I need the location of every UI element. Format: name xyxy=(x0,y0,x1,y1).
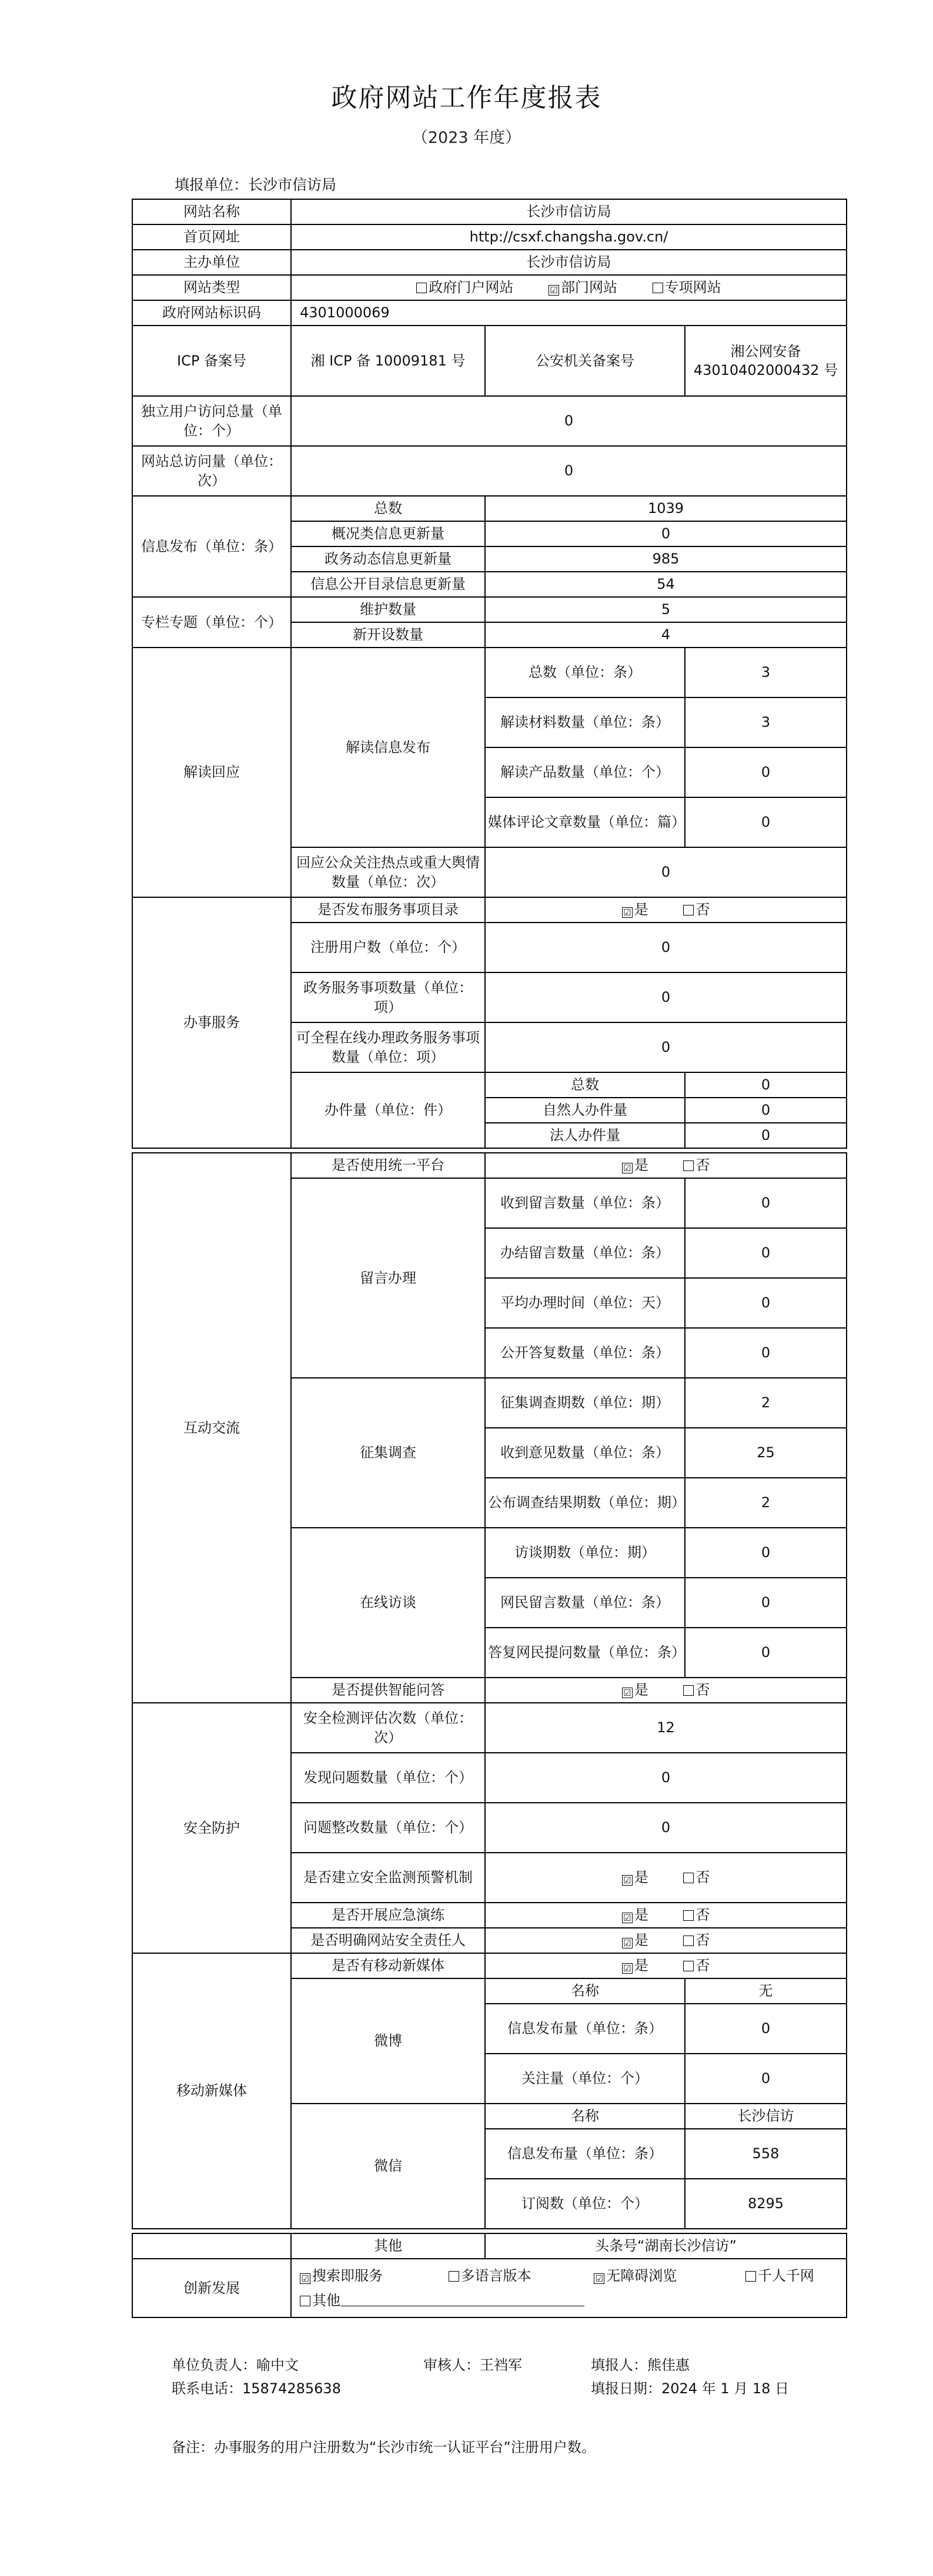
other-empty-cell xyxy=(132,2233,291,2259)
other-media-value: 头条号“湖南长沙信访” xyxy=(485,2233,847,2259)
info-overview-value: 0 xyxy=(485,521,847,546)
no-label: 否 xyxy=(695,1869,710,1886)
info-total-value: 1039 xyxy=(485,496,847,521)
info-overview-label: 概况类信息更新量 xyxy=(291,521,485,546)
filler-person: 填报人：熊佳惠 xyxy=(591,2357,690,2373)
yes-label: 是 xyxy=(634,1957,648,1974)
column-section-label: 专栏专题（单位：个） xyxy=(132,597,291,648)
yes-label: 是 xyxy=(634,1907,648,1924)
interpret-response-label: 回应公众关注热点或重大舆情数量（单位：次） xyxy=(291,847,485,897)
site-type-options xyxy=(291,275,847,300)
interpret-total-label: 总数（单位：条） xyxy=(485,648,685,697)
site-id-row xyxy=(132,300,847,326)
warn-yes-checked-icon[interactable]: ☑ xyxy=(622,1875,633,1886)
platform-row xyxy=(132,1153,847,1178)
option-search-service: 搜索即服务 xyxy=(312,2268,383,2284)
option-other: 其他 xyxy=(312,2292,340,2309)
checkbox-dept-site-checked-icon[interactable]: ☑ xyxy=(549,285,559,296)
warn-no-checkbox[interactable] xyxy=(683,1873,694,1883)
site-name-row xyxy=(132,199,847,224)
contact-phone: 联系电话：15874285638 xyxy=(172,2380,341,2397)
ai-options xyxy=(485,1678,847,1703)
platform-options xyxy=(485,1153,847,1178)
option-accessibility: 无障碍浏览 xyxy=(606,2268,677,2284)
talk-a-label: 答复网民提问数量（单位：条） xyxy=(485,1628,685,1678)
weibo-fans-label: 关注量（单位：个） xyxy=(485,2054,685,2104)
homepage-label: 首页网址 xyxy=(132,224,291,250)
interpret-product-label: 解读产品数量（单位：个） xyxy=(485,747,685,797)
msg-recv-value: 0 xyxy=(685,1178,847,1228)
survey-res-value: 2 xyxy=(685,1478,847,1528)
sec-drill-label: 是否开展应急演练 xyxy=(291,1903,485,1928)
weibo-pub-value: 0 xyxy=(685,2004,847,2054)
interpret-response-value: 0 xyxy=(485,847,847,897)
pv-label: 网站总访问量（单位：次） xyxy=(132,446,291,496)
info-open-label: 信息公开目录信息更新量 xyxy=(291,572,485,597)
service-catalog-yes-checked-icon[interactable]: ☑ xyxy=(622,907,633,918)
service-catalog-row xyxy=(132,897,847,923)
survey-n-value: 2 xyxy=(685,1378,847,1428)
resp-no-checkbox[interactable] xyxy=(683,1936,694,1946)
service-catalog-options xyxy=(485,897,847,923)
talk-section-label: 在线访谈 xyxy=(291,1528,485,1678)
mobile-has-options xyxy=(485,1953,847,1978)
platform-no-checkbox[interactable] xyxy=(683,1160,694,1171)
column-maintain-row xyxy=(132,597,847,622)
annual-report-table xyxy=(132,199,847,2318)
host-row xyxy=(132,250,847,275)
police-value: 湘公网安备 43010402000432 号 xyxy=(685,326,847,396)
no-label: 否 xyxy=(695,901,710,918)
sec-warn-label: 是否建立安全监测预警机制 xyxy=(291,1853,485,1903)
service-natural-value: 0 xyxy=(685,1098,847,1123)
talk-q-label: 网民留言数量（单位：条） xyxy=(485,1578,685,1628)
interpret-section-label: 解读回应 xyxy=(132,648,291,897)
wechat-name-label: 名称 xyxy=(485,2104,685,2129)
no-label: 否 xyxy=(695,1932,710,1949)
wechat-name-value: 长沙信访 xyxy=(685,2104,847,2129)
service-catalog-label: 是否发布服务事项目录 xyxy=(291,897,485,923)
service-cases-label: 办件量（单位：件） xyxy=(291,1072,485,1148)
weibo-name-value: 无 xyxy=(685,1978,847,2004)
option-topic-site: 专项网站 xyxy=(664,279,721,296)
info-open-value: 54 xyxy=(485,572,847,597)
sec-fixed-label: 问题整改数量（单位：个） xyxy=(291,1803,485,1853)
service-cases-total-value: 0 xyxy=(685,1072,847,1098)
innovation-row xyxy=(132,2259,847,2317)
msg-pub-label: 公开答复数量（单位：条） xyxy=(485,1328,685,1378)
survey-op-value: 25 xyxy=(685,1428,847,1478)
other-innovation-checkbox[interactable] xyxy=(300,2296,310,2306)
info-total-row xyxy=(132,496,847,521)
column-maintain-label: 维护数量 xyxy=(291,597,485,622)
site-name-value: 长沙市信访局 xyxy=(291,199,847,224)
mobile-has-row xyxy=(132,1953,847,1978)
survey-n-label: 征集调查期数（单位：期） xyxy=(485,1378,685,1428)
interpret-material-label: 解读材料数量（单位：条） xyxy=(485,697,685,747)
other-blank-line[interactable] xyxy=(340,2293,584,2306)
service-items-label: 政务服务事项数量（单位：项） xyxy=(291,972,485,1022)
uv-row xyxy=(132,396,847,446)
uv-value: 0 xyxy=(291,396,847,446)
sec-fixed-value: 0 xyxy=(485,1803,847,1853)
sec-resp-label: 是否明确网站安全责任人 xyxy=(291,1928,485,1953)
ai-no-checkbox[interactable] xyxy=(683,1685,694,1696)
site-type-row xyxy=(132,275,847,300)
resp-yes-checked-icon[interactable]: ☑ xyxy=(622,1938,633,1948)
platform-yes-checked-icon[interactable]: ☑ xyxy=(622,1163,633,1173)
checkbox-topic-site[interactable] xyxy=(653,283,663,293)
column-new-value: 4 xyxy=(485,622,847,648)
msg-section-label: 留言办理 xyxy=(291,1178,485,1378)
service-section-label: 办事服务 xyxy=(132,897,291,1148)
innovation-section-label: 创新发展 xyxy=(132,2259,291,2317)
multi-language-checkbox[interactable] xyxy=(449,2271,459,2282)
accessibility-checked-icon[interactable]: ☑ xyxy=(594,2273,604,2284)
search-service-checked-icon[interactable]: ☑ xyxy=(300,2273,310,2284)
report-title: 政府网站工作年度报表 xyxy=(331,83,602,113)
personalized-checkbox[interactable] xyxy=(745,2271,756,2282)
yes-label: 是 xyxy=(634,1869,648,1886)
talk-q-value: 0 xyxy=(685,1578,847,1628)
no-label: 否 xyxy=(695,1957,710,1974)
section-gap xyxy=(132,1148,847,1153)
interpret-media-label: 媒体评论文章数量（单位：篇） xyxy=(485,797,685,847)
innovation-options xyxy=(291,2259,847,2317)
interpret-total-value: 3 xyxy=(685,648,847,697)
ai-label: 是否提供智能问答 xyxy=(291,1678,485,1703)
weibo-pub-label: 信息发布量（单位：条） xyxy=(485,2004,685,2054)
talk-a-value: 0 xyxy=(685,1628,847,1678)
checkbox-gov-portal[interactable] xyxy=(416,283,427,293)
option-dept-site: 部门网站 xyxy=(561,279,617,296)
weibo-label: 微博 xyxy=(291,1978,485,2104)
sec-found-value: 0 xyxy=(485,1753,847,1803)
drill-no-checkbox[interactable] xyxy=(683,1910,694,1921)
info-dynamic-label: 政务动态信息更新量 xyxy=(291,546,485,572)
msg-time-value: 0 xyxy=(685,1278,847,1328)
interpret-material-value: 3 xyxy=(685,697,847,747)
icp-value: 湘 ICP 备 10009181 号 xyxy=(291,326,485,396)
no-label: 否 xyxy=(695,1682,710,1699)
service-catalog-no-checkbox[interactable] xyxy=(683,905,694,915)
service-online-value: 0 xyxy=(485,1022,847,1072)
service-users-label: 注册用户数（单位：个） xyxy=(291,923,485,972)
option-gov-portal: 政府门户网站 xyxy=(429,279,514,296)
info-dynamic-value: 985 xyxy=(485,546,847,572)
site-name-label: 网站名称 xyxy=(132,199,291,224)
service-online-label: 可全程在线办理政务服务事项数量（单位：项） xyxy=(291,1022,485,1072)
wechat-pub-label: 信息发布量（单位：条） xyxy=(485,2129,685,2179)
police-label: 公安机关备案号 xyxy=(485,326,685,396)
yes-label: 是 xyxy=(634,901,648,918)
interpret-media-value: 0 xyxy=(685,797,847,847)
fill-date: 填报日期：2024 年 1 月 18 日 xyxy=(591,2380,790,2397)
uv-label: 独立用户访问总量（单位：个） xyxy=(132,396,291,446)
site-id-value: 4301000069 xyxy=(291,300,847,326)
service-items-value: 0 xyxy=(485,972,847,1022)
other-media-row xyxy=(132,2233,847,2259)
survey-op-label: 收到意见数量（单位：条） xyxy=(485,1428,685,1478)
sec-eval-value: 12 xyxy=(485,1703,847,1753)
msg-done-label: 办结留言数量（单位：条） xyxy=(485,1228,685,1278)
survey-section-label: 征集调查 xyxy=(291,1378,485,1528)
msg-done-value: 0 xyxy=(685,1228,847,1278)
sec-warn-options xyxy=(485,1853,847,1903)
service-natural-label: 自然人办件量 xyxy=(485,1098,685,1123)
yes-label: 是 xyxy=(634,1157,648,1174)
survey-res-label: 公布调查结果期数（单位：期） xyxy=(485,1478,685,1528)
no-label: 否 xyxy=(695,1907,710,1924)
other-media-label: 其他 xyxy=(291,2233,485,2259)
msg-recv-label: 收到留言数量（单位：条） xyxy=(485,1178,685,1228)
service-users-value: 0 xyxy=(485,923,847,972)
mobile-no-checkbox[interactable] xyxy=(683,1961,694,1971)
icp-label: ICP 备案号 xyxy=(132,326,291,396)
talk-n-value: 0 xyxy=(685,1528,847,1578)
homepage-row xyxy=(132,224,847,250)
mobile-has-label: 是否有移动新媒体 xyxy=(291,1953,485,1978)
sec-eval-row xyxy=(132,1703,847,1753)
yes-label: 是 xyxy=(634,1682,648,1699)
footnote: 备注：办事服务的用户注册数为“长沙市统一认证平台”注册用户数。 xyxy=(172,2439,596,2456)
icp-row xyxy=(132,326,847,396)
interpret-product-value: 0 xyxy=(685,747,847,797)
no-label: 否 xyxy=(695,1157,710,1174)
reviewer: 审核人：王裆军 xyxy=(423,2357,522,2373)
platform-label: 是否使用统一平台 xyxy=(291,1153,485,1178)
weibo-name-label: 名称 xyxy=(485,1978,685,2004)
homepage-url[interactable]: http://csxf.changsha.gov.cn/ xyxy=(291,224,847,250)
unit-leader: 单位负责人：喻中文 xyxy=(172,2357,299,2373)
sec-resp-options xyxy=(485,1928,847,1953)
service-legal-value: 0 xyxy=(685,1123,847,1148)
sec-eval-label: 安全检测评估次数（单位：次） xyxy=(291,1703,485,1753)
site-id-label: 政府网站标识码 xyxy=(132,300,291,326)
info-total-label: 总数 xyxy=(291,496,485,521)
pv-value: 0 xyxy=(291,446,847,496)
column-maintain-value: 5 xyxy=(485,597,847,622)
section-gap xyxy=(132,2229,847,2233)
drill-yes-checked-icon[interactable]: ☑ xyxy=(622,1913,633,1923)
mobile-yes-checked-icon[interactable]: ☑ xyxy=(622,1963,633,1974)
option-personalized: 千人千网 xyxy=(757,2268,814,2284)
service-legal-label: 法人办件量 xyxy=(485,1123,685,1148)
info-section-label: 信息发布（单位：条） xyxy=(132,496,291,597)
ai-yes-checked-icon[interactable]: ☑ xyxy=(622,1688,633,1698)
interpret-total-row xyxy=(132,648,847,697)
filling-unit: 填报单位：长沙市信访局 xyxy=(175,176,337,193)
service-cases-total-label: 总数 xyxy=(485,1072,685,1098)
wechat-pub-value: 558 xyxy=(685,2129,847,2179)
security-section-label: 安全防护 xyxy=(132,1703,291,1953)
column-new-label: 新开设数量 xyxy=(291,622,485,648)
msg-time-label: 平均办理时间（单位：天） xyxy=(485,1278,685,1328)
site-type-label: 网站类型 xyxy=(132,275,291,300)
msg-pub-value: 0 xyxy=(685,1328,847,1378)
sec-drill-options xyxy=(485,1903,847,1928)
talk-n-label: 访谈期数（单位：期） xyxy=(485,1528,685,1578)
report-year: （2023 年度） xyxy=(412,129,521,147)
interpret-sub-label: 解读信息发布 xyxy=(291,648,485,847)
mobile-section-label: 移动新媒体 xyxy=(132,1953,291,2229)
option-multi-language: 多语言版本 xyxy=(460,2268,531,2284)
yes-label: 是 xyxy=(634,1932,648,1949)
wechat-label: 微信 xyxy=(291,2104,485,2229)
host-value: 长沙市信访局 xyxy=(291,250,847,275)
interact-section-label: 互动交流 xyxy=(132,1153,291,1703)
sec-found-label: 发现问题数量（单位：个） xyxy=(291,1753,485,1803)
host-label: 主办单位 xyxy=(132,250,291,275)
wechat-sub-label: 订阅数（单位：个） xyxy=(485,2179,685,2229)
weibo-fans-value: 0 xyxy=(685,2054,847,2104)
pv-row xyxy=(132,446,847,496)
wechat-sub-value: 8295 xyxy=(685,2179,847,2229)
